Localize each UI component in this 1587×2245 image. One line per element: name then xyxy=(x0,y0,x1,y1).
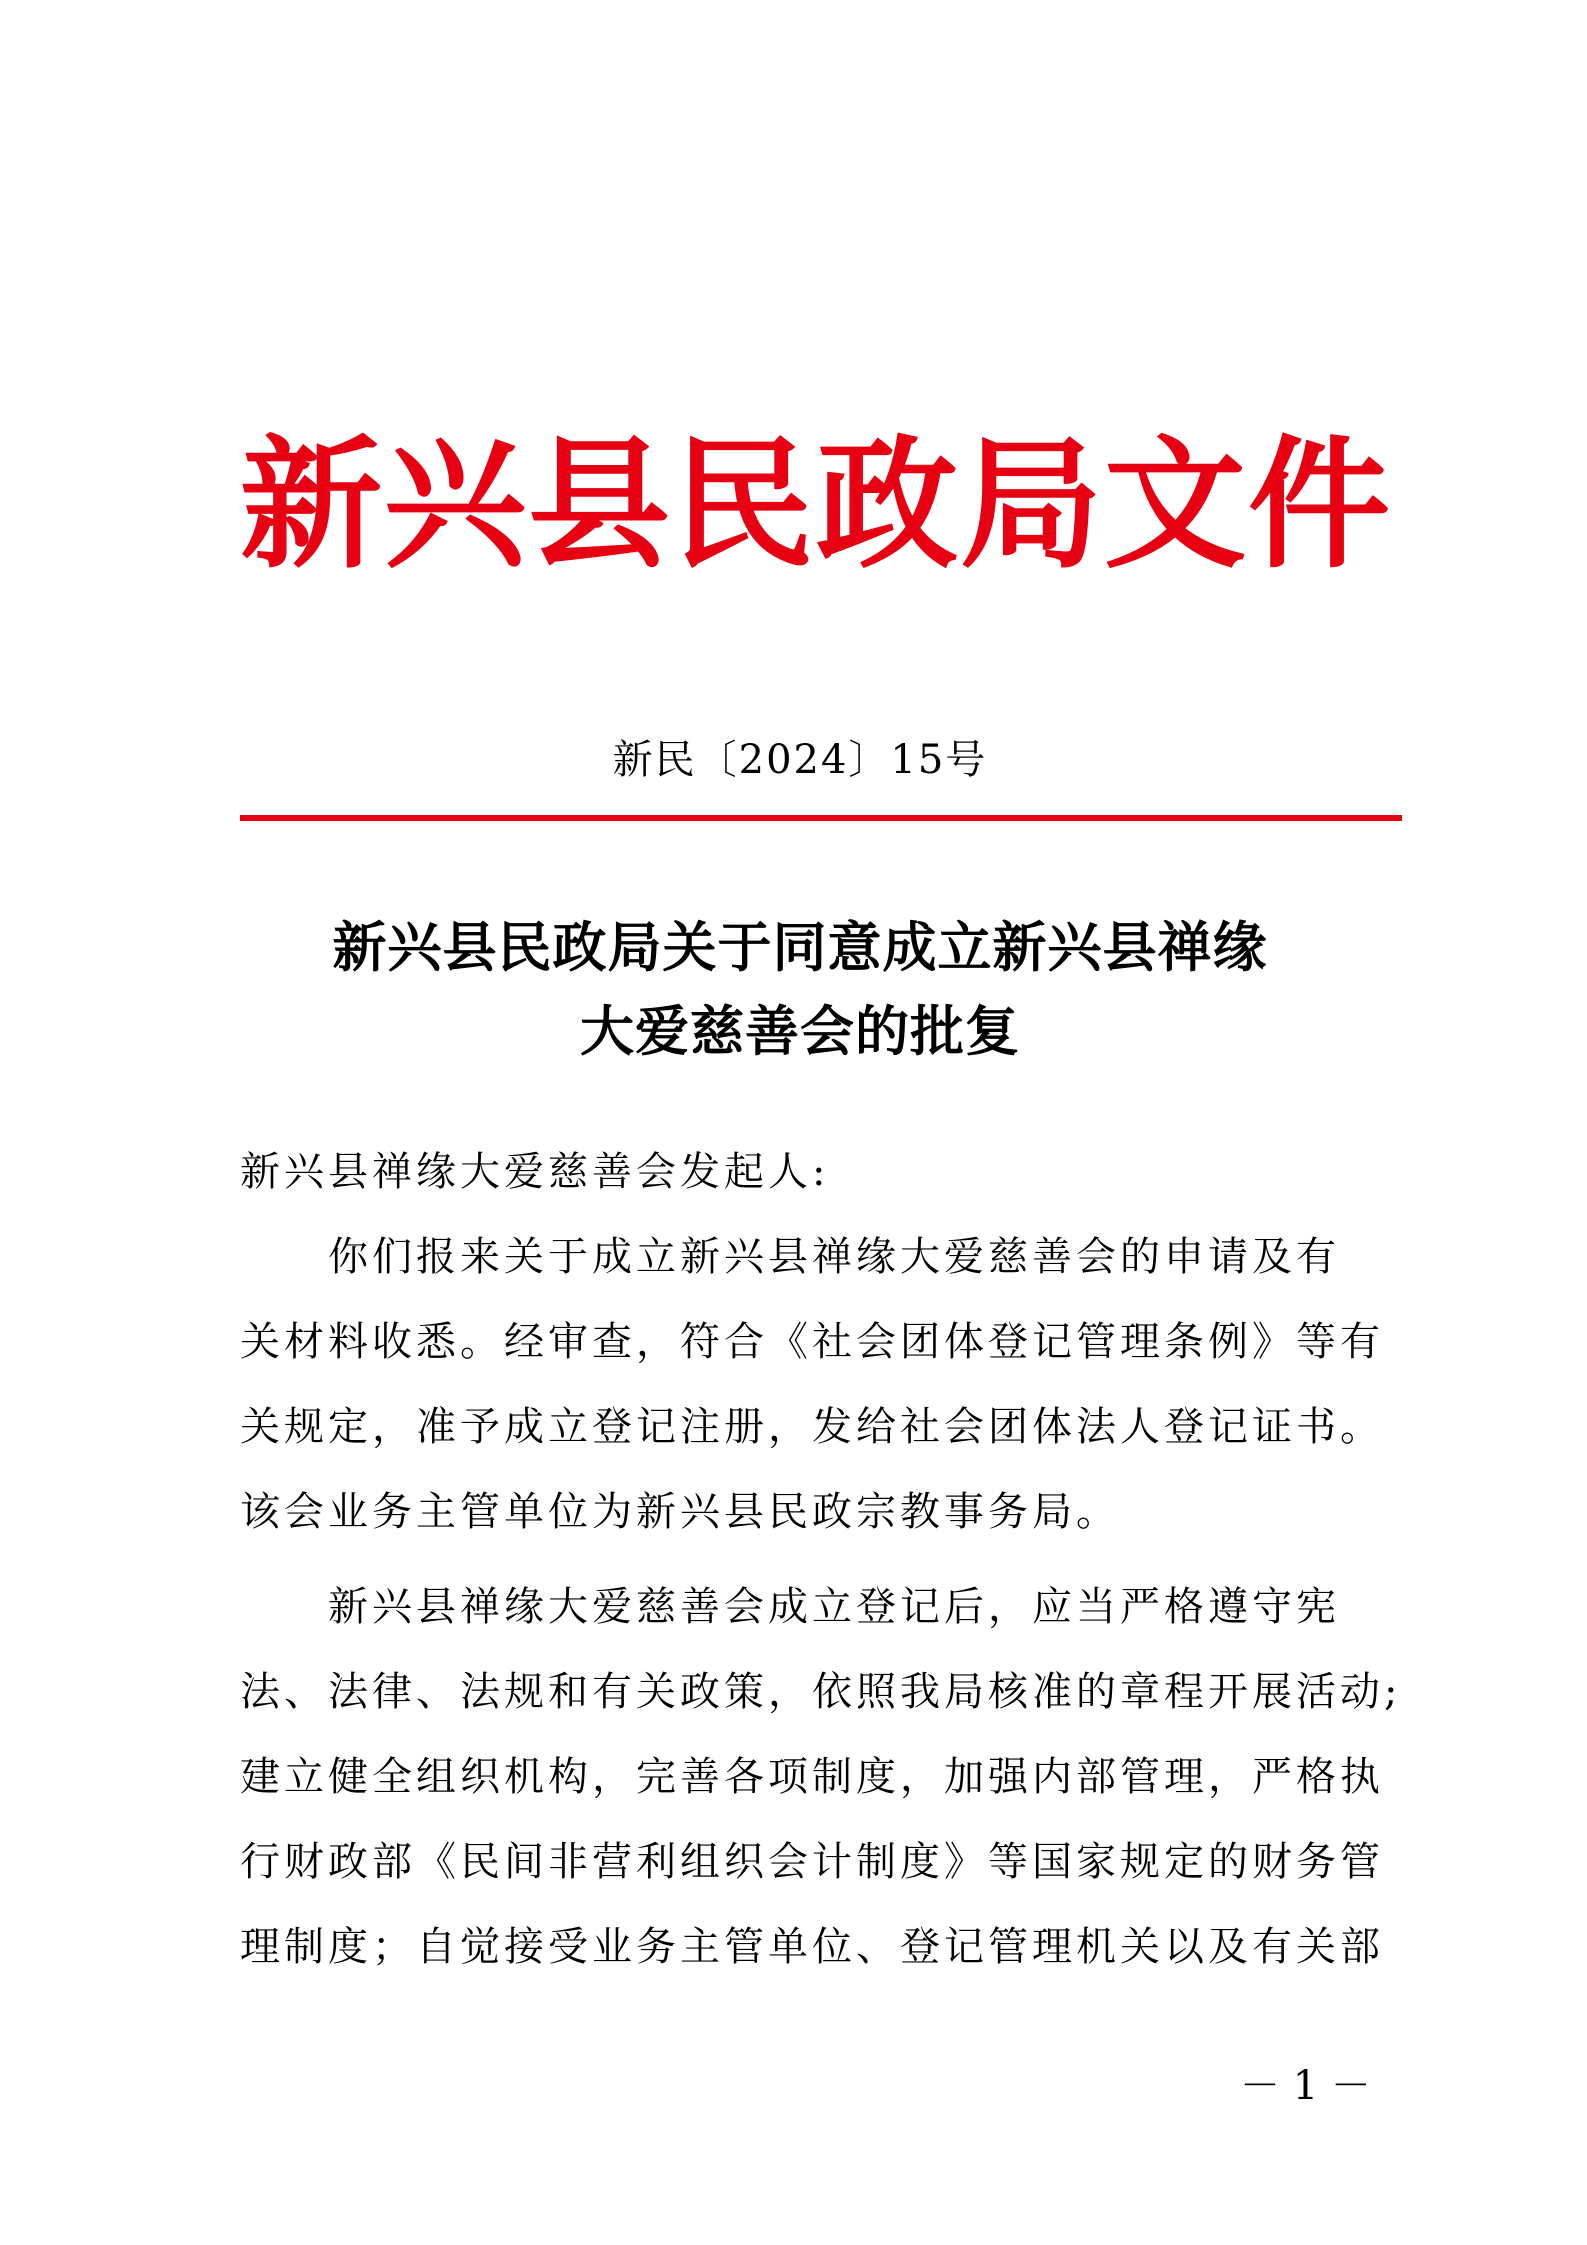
paragraph-1 xyxy=(240,1215,1384,1555)
title-line-1: 新兴县民政局关于同意成立新兴县禅缘 xyxy=(332,915,1268,979)
paragraph-2 xyxy=(240,1565,1402,1990)
title-line-2: 大爱慈善会的批复 xyxy=(580,999,1020,1063)
paragraph-1-line-3: 关规定，准予成立登记注册，发给社会团体法人登记证书。 xyxy=(240,1404,1384,1450)
paragraph-2-line-5: 理制度；自觉接受业务主管单位、登记管理机关以及有关部 xyxy=(240,1924,1384,1970)
paragraph-2-line-4: 行财政部《民间非营利组织会计制度》等国家规定的财务管 xyxy=(240,1839,1384,1885)
paragraph-spacer xyxy=(240,1555,1350,1565)
salutation: 新兴县禅缘大爱慈善会发起人: xyxy=(240,1149,830,1195)
paragraph-1-line-1: 你们报来关于成立新兴县禅缘大爱慈善会的申请及有 xyxy=(328,1234,1340,1280)
paragraph-1-line-4: 该会业务主管单位为新兴县民政宗教事务局。 xyxy=(240,1489,1120,1535)
document-body xyxy=(240,1130,1402,1990)
document-masthead: 新兴县民政局文件 xyxy=(240,422,1392,588)
document-number: 新民〔2024〕15号 xyxy=(612,737,988,783)
paragraph-2-line-1: 新兴县禅缘大爱慈善会成立登记后，应当严格遵守宪 xyxy=(328,1584,1340,1630)
red-divider-rule xyxy=(240,815,1402,821)
paragraph-1-line-2: 关材料收悉。经审查，符合《社会团体登记管理条例》等有 xyxy=(240,1319,1384,1365)
paragraph-2-line-3: 建立健全组织机构，完善各项制度，加强内部管理，严格执 xyxy=(240,1754,1384,1800)
paragraph-2-line-2: 法、法律、法规和有关政策，依照我局核准的章程开展活动; xyxy=(240,1669,1402,1715)
page-number: － 1 － xyxy=(1240,2063,1371,2109)
document-title xyxy=(240,905,1360,1073)
